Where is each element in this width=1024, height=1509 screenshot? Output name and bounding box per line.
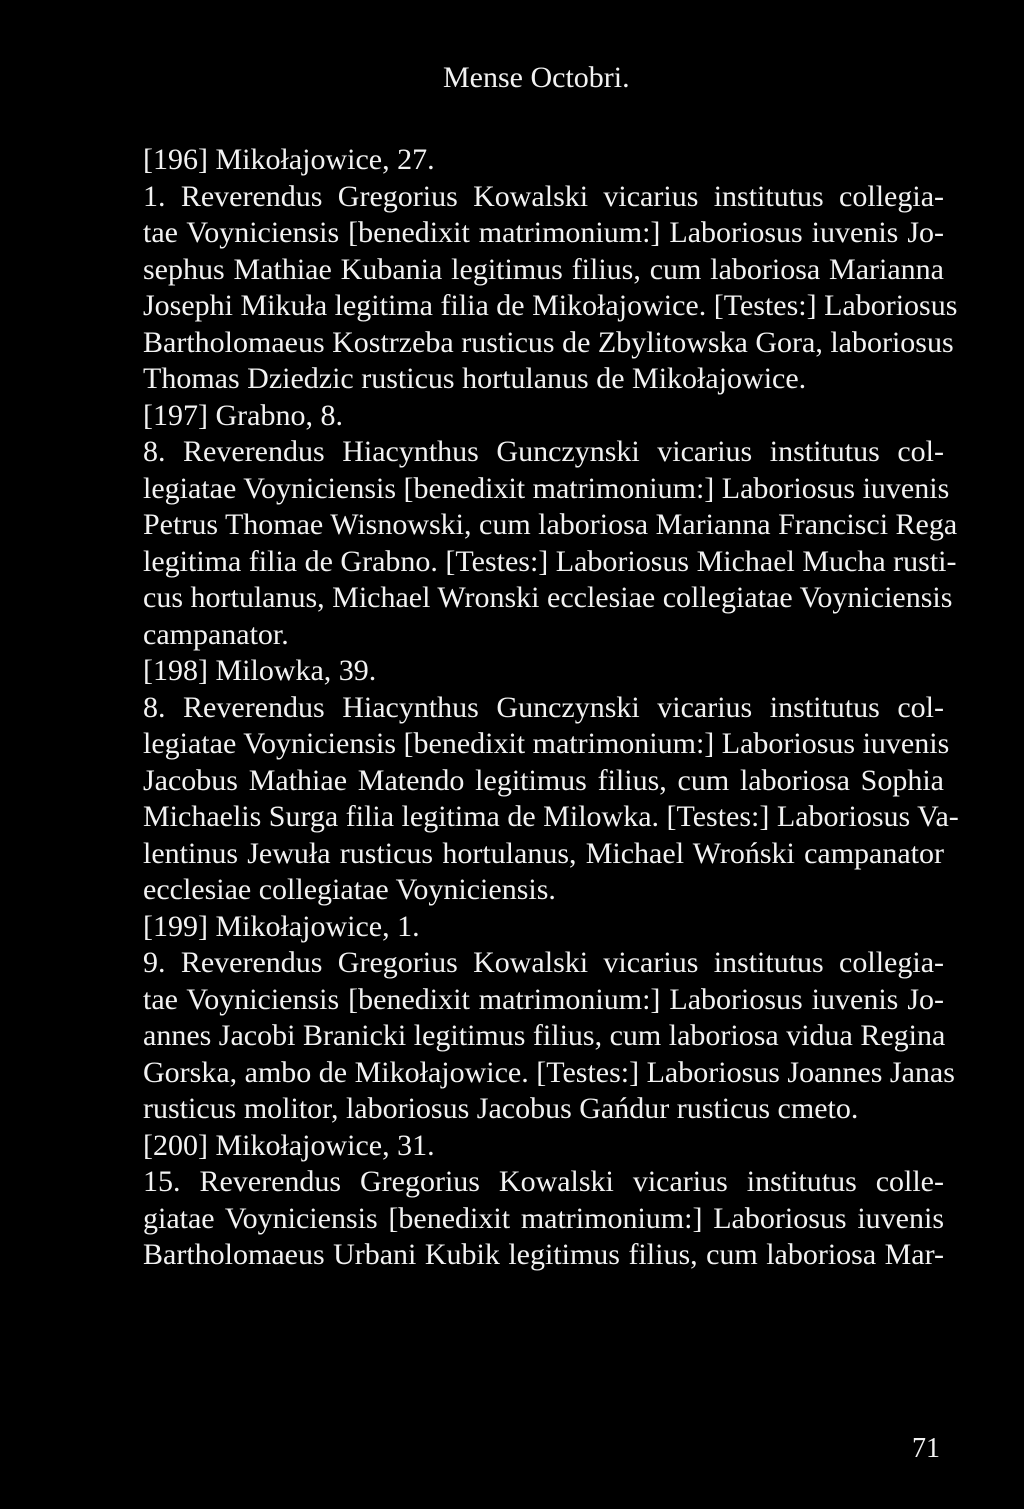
text-line: legiatae Voyniciensis [benedixit matrimonium:] Laboriosus iuvenis — [143, 727, 950, 760]
text-line: rusticus molitor, laboriosus Jacobus Gańdur rusticus cmeto. — [143, 1092, 859, 1125]
record-heading: [197] Grabno, 8. — [143, 398, 343, 432]
running-header: Mense Octobri. — [443, 61, 630, 94]
record-entry — [83, 1164, 944, 1274]
text-line: legitima filia de Grabno. [Testes:] Laboriosus Michael Mucha rusti- — [143, 544, 957, 578]
text-line: tae Voyniciensis [benedixit matrimonium:] Laboriosus iuvenis Jo- — [143, 982, 944, 1016]
text-line: ecclesiae collegiatae Voyniciensis. — [143, 873, 556, 906]
text-line: cus hortulanus, Michael Wronski ecclesiae collegiatae Voyniciensis — [143, 581, 953, 614]
text-line: Michaelis Surga filia legitima de Milowka. [Testes:] Laboriosus Va- — [143, 800, 959, 833]
text-line: sephus Mathiae Kubania legitimus filius, cum laboriosa Marianna — [143, 252, 944, 286]
text-line: giatae Voyniciensis [benedixit matrimonium:] Laboriosus iuvenis — [143, 1201, 944, 1235]
text-line: tae Voyniciensis [benedixit matrimonium:] Laboriosus iuvenis Jo- — [143, 216, 944, 249]
text-line: Bartholomaeus Urbani Kubik legitimus filius, cum laboriosa Mar- — [143, 1238, 944, 1271]
text-line: Josephi Mikuła legitima filia de Mikołajowice. [Testes:] Laboriosus — [143, 289, 958, 322]
text-line: Gorska, ambo de Mikołajowice. [Testes:] Laboriosus Joannes Janas — [143, 1055, 955, 1089]
record-entry — [83, 179, 958, 398]
page-body — [83, 142, 959, 1274]
text-line: Thomas Dziedzic rusticus hortulanus de Mikołajowice. — [143, 362, 807, 395]
text-line: 8. Reverendus Hiacynthus Gunczynski vicarius institutus col- — [143, 435, 944, 468]
text-line: 15. Reverendus Gregorius Kowalski vicarius institutus colle- — [143, 1165, 944, 1198]
text-line: campanator. — [143, 617, 289, 651]
record-entry — [83, 434, 958, 653]
record-entry — [83, 690, 959, 909]
text-line: lentinus Jewuła rusticus hortulanus, Michael Wroński campanator — [143, 836, 944, 870]
record-entry — [83, 945, 955, 1128]
text-line: annes Jacobi Branicki legitimus filius, cum laboriosa vidua Regina — [143, 1019, 946, 1052]
record-heading: [200] Mikołajowice, 31. — [143, 1128, 435, 1162]
record-heading: [196] Mikołajowice, 27. — [143, 143, 435, 176]
text-line: Jacobus Mathiae Matendo legitimus filius, cum laboriosa Sophia — [143, 763, 944, 797]
record-heading: [199] Mikołajowice, 1. — [143, 909, 420, 943]
record-heading: [198] Milowka, 39. — [143, 654, 377, 687]
text-line: Petrus Thomae Wisnowski, cum laboriosa Marianna Francisci Rega — [143, 508, 958, 541]
text-line: 8. Reverendus Hiacynthus Gunczynski vicarius institutus col- — [143, 690, 944, 724]
text-line: legiatae Voyniciensis [benedixit matrimonium:] Laboriosus iuvenis — [143, 471, 950, 505]
text-line: 9. Reverendus Gregorius Kowalski vicarius institutus collegia- — [143, 946, 944, 979]
page-number: 71 — [912, 1433, 940, 1464]
text-line: 1. Reverendus Gregorius Kowalski vicarius institutus collegia- — [143, 179, 944, 213]
text-line: Bartholomaeus Kostrzeba rusticus de Zbylitowska Gora, laboriosus — [143, 325, 954, 359]
